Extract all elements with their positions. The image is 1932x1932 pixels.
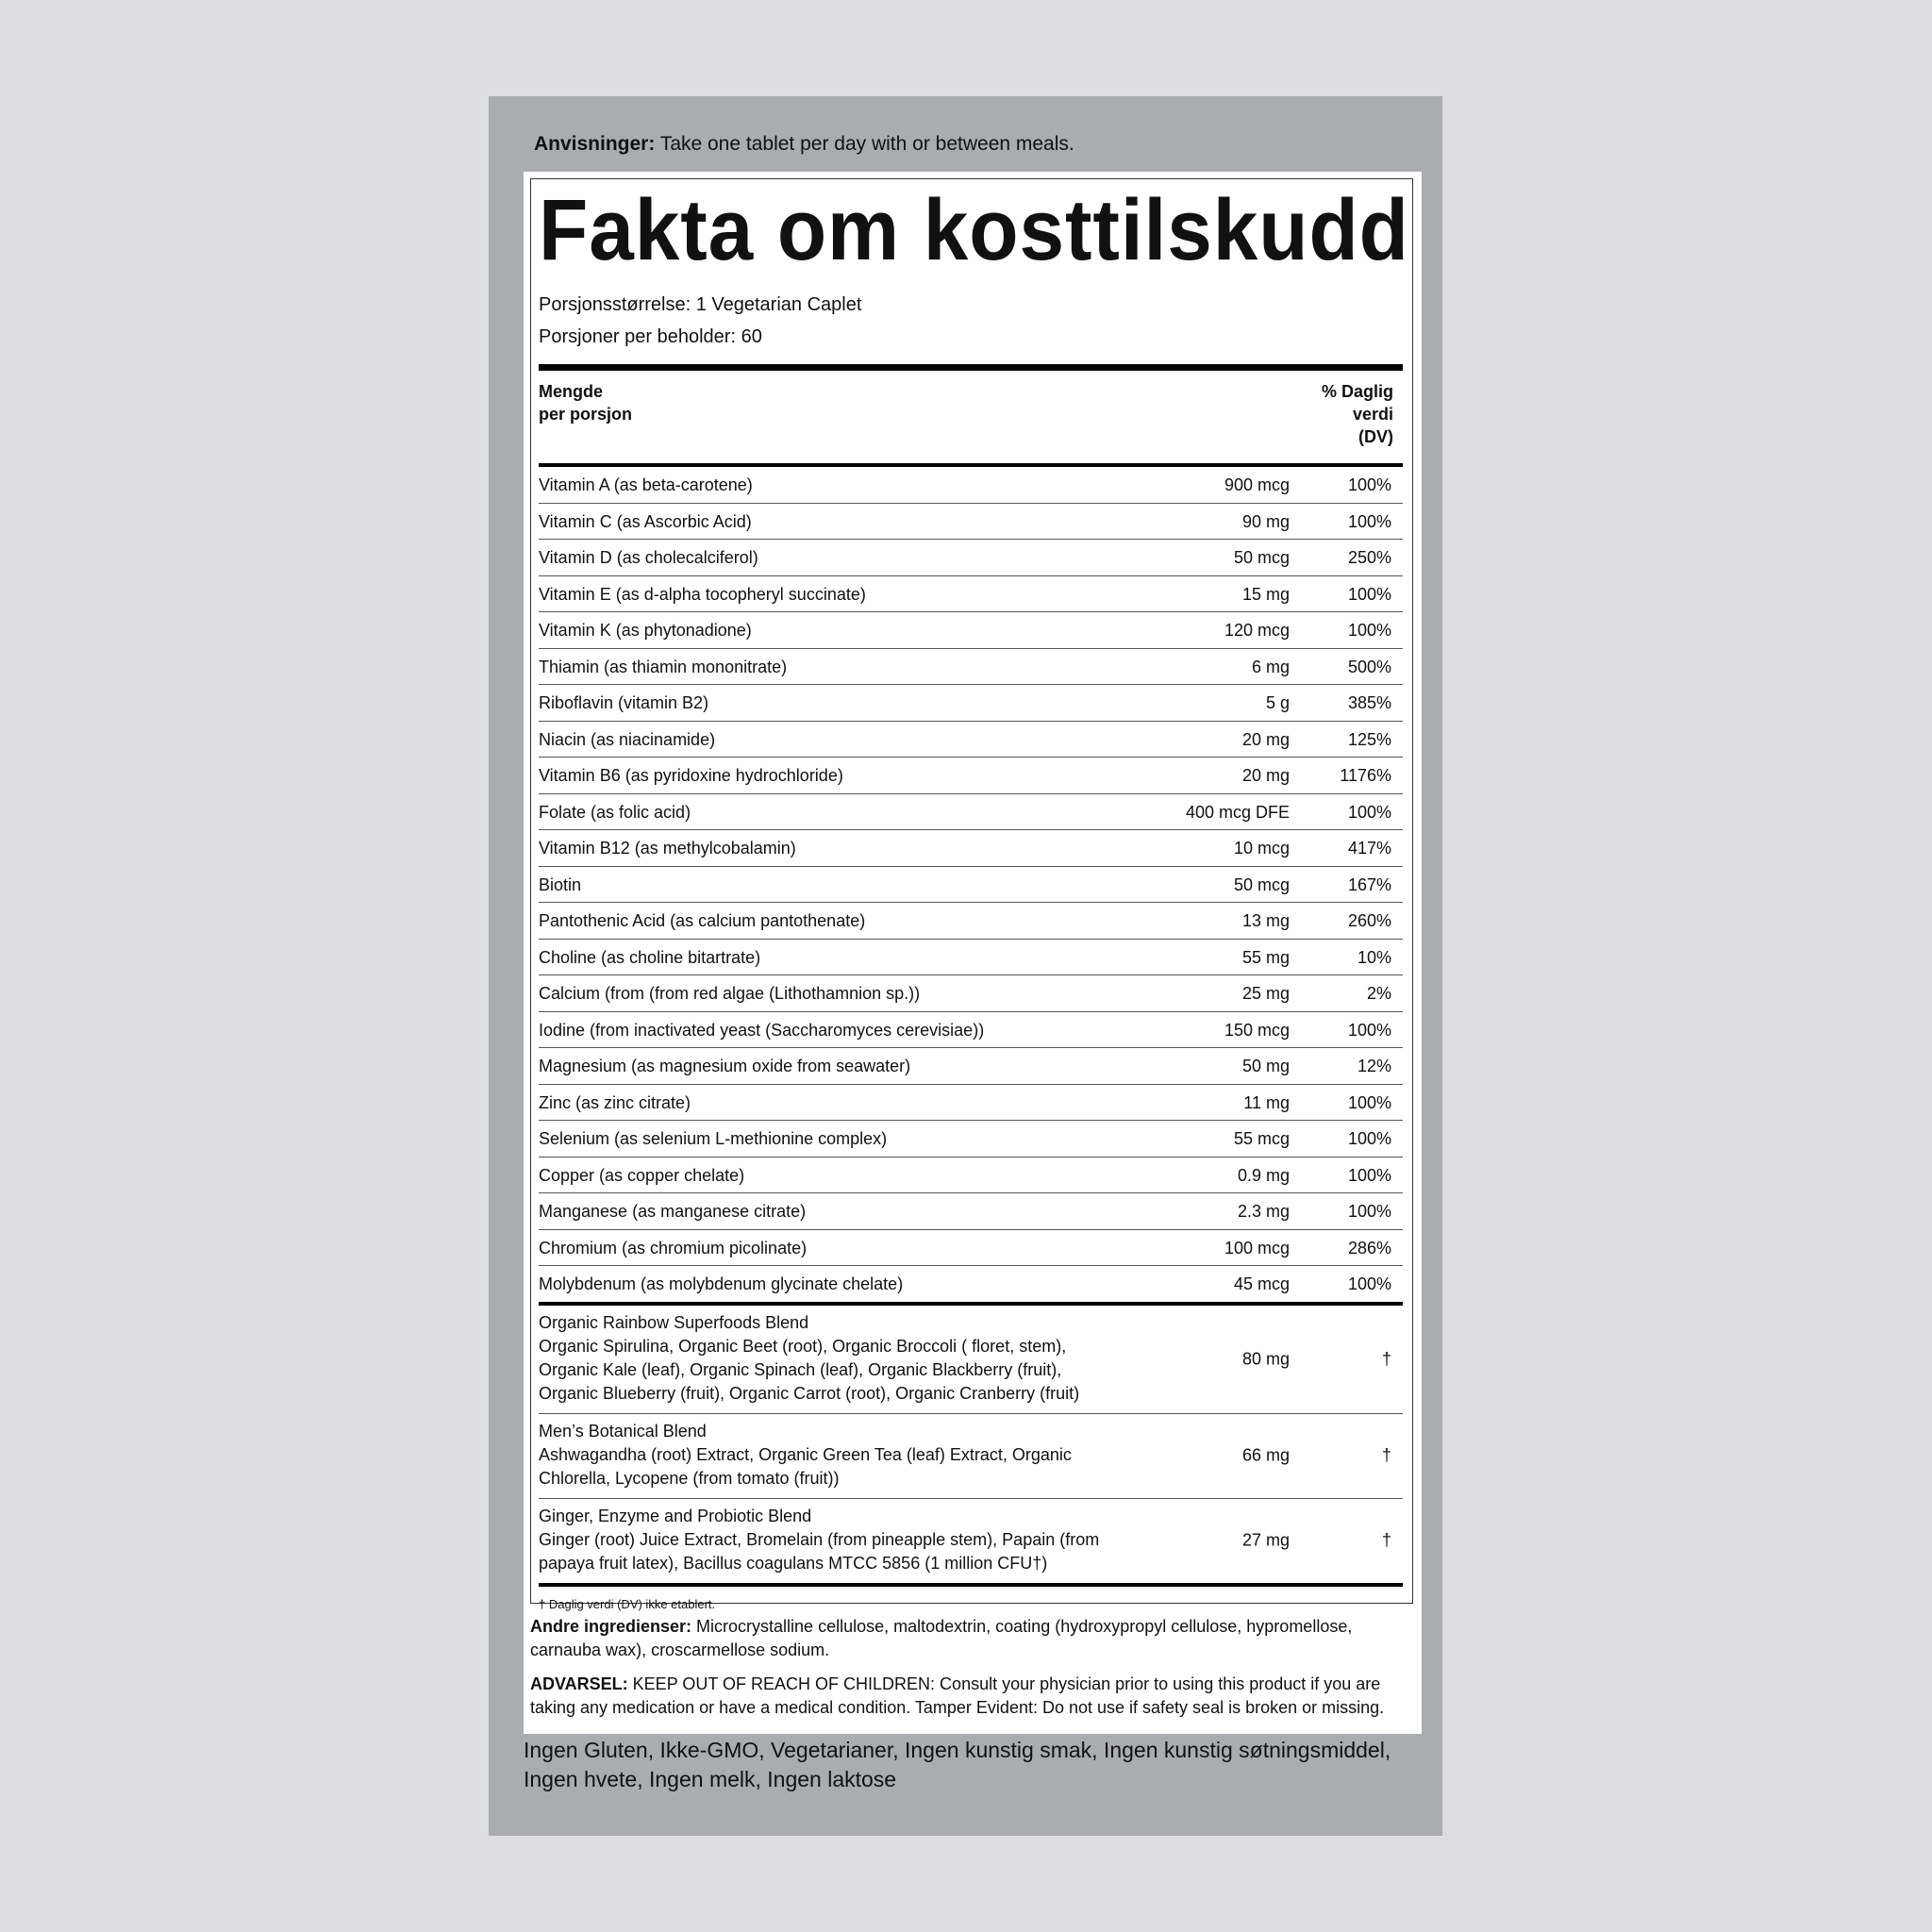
- footer-divider: [539, 1583, 1403, 1587]
- table-row: [539, 540, 1403, 576]
- warning-label: ADVARSEL:: [530, 1674, 628, 1693]
- blend-ingredients: Ashwagandha (root) Extract, Organic Green Tea (leaf) Extract, Organic Chlorella, Lycopene (from tomato (fruit)): [539, 1444, 1072, 1488]
- nutrient-dv: 100%: [1347, 1274, 1391, 1293]
- nutrient-dv: 10%: [1357, 947, 1391, 967]
- blend-dv: †: [1381, 1530, 1391, 1550]
- nutrient-amount: 900 mcg: [1224, 475, 1290, 494]
- blend-ingredients: Organic Spirulina, Organic Beet (root), Organic Broccoli ( floret, stem), Organic Kale (leaf), Organic Spinach (leaf), Organic Blackberry (fruit), Organic Blueberry (fruit), Organic Carrot (root), Organic Cranberry (fruit): [539, 1336, 1080, 1403]
- table-row: [539, 1012, 1403, 1049]
- nutrient-dv: 2%: [1366, 984, 1391, 1003]
- nutrient-amount: 10 mcg: [1233, 839, 1290, 858]
- other-info: [530, 1615, 1407, 1730]
- nutrient-amount: 20 mg: [1241, 766, 1290, 785]
- blend-amount: 27 mg: [1241, 1530, 1290, 1550]
- nutrient-name: Vitamin A (as beta-carotene): [539, 475, 753, 494]
- table-row: [539, 903, 1403, 940]
- supplement-label: [524, 172, 1422, 1734]
- blend-row: [539, 1414, 1403, 1499]
- nutrient-amount: 50 mcg: [1233, 874, 1290, 894]
- nutrient-amount: 2.3 mg: [1237, 1202, 1290, 1221]
- nutrient-dv: 100%: [1347, 1202, 1391, 1221]
- nutrient-amount: 100 mcg: [1224, 1238, 1290, 1257]
- table-row: [539, 758, 1403, 794]
- nutrient-dv: 100%: [1347, 1020, 1391, 1040]
- warning-text: KEEP OUT OF REACH OF CHILDREN: Consult your physician prior to using this product if you are taking any medication or have a medical condition. Tamper Evident: Do not use if safety seal is broken or missing.: [530, 1674, 1385, 1717]
- nutrient-name: Iodine (from inactivated yeast (Saccharomyces cerevisiae)): [539, 1020, 985, 1040]
- nutrient-name: Thiamin (as thiamin mononitrate): [539, 657, 788, 676]
- nutrient-amount: 6 mg: [1251, 657, 1290, 676]
- nutrient-amount: 150 mcg: [1224, 1020, 1290, 1040]
- nutrient-name: Chromium (as chromium picolinate): [539, 1238, 808, 1257]
- other-ingredients: [530, 1615, 1407, 1662]
- nutrient-name: Vitamin E (as d-alpha tocopheryl succinate): [539, 584, 866, 604]
- nutrient-name: Molybdenum (as molybdenum glycinate chelate): [539, 1274, 904, 1293]
- nutrient-amount: 5 g: [1265, 693, 1290, 712]
- blend-name: Organic Rainbow Superfoods Blend: [539, 1312, 809, 1332]
- blend-row: [539, 1306, 1403, 1414]
- header-dv-line3: (DV): [1358, 427, 1393, 446]
- nutrient-name: Vitamin C (as Ascorbic Acid): [539, 511, 752, 531]
- table-row: [539, 1085, 1403, 1122]
- nutrient-dv: 100%: [1347, 621, 1391, 640]
- table-row: [539, 975, 1403, 1012]
- header-dv-line1: % Daglig: [1321, 382, 1393, 401]
- table-row: [539, 504, 1403, 541]
- thick-divider: [539, 364, 1403, 371]
- nutrient-name: Zinc (as zinc citrate): [539, 1092, 691, 1112]
- nutrient-dv: 500%: [1347, 657, 1391, 676]
- nutrient-dv: 1176%: [1340, 766, 1391, 785]
- directions-text: Take one tablet per day with or between meals.: [655, 133, 1074, 155]
- header-amount-line1: Mengde: [539, 382, 604, 401]
- nutrient-dv: 100%: [1347, 584, 1391, 604]
- serving-size: Porsjonsstørrelse: 1 Vegetarian Caplet: [539, 294, 862, 315]
- warning: [530, 1673, 1407, 1720]
- nutrient-name: Calcium (from (from red algae (Lithothamnion sp.)): [539, 984, 921, 1003]
- nutrient-name: Selenium (as selenium L-methionine complex): [539, 1129, 888, 1148]
- table-row: [539, 830, 1403, 867]
- blend-row: [539, 1499, 1403, 1583]
- nutrient-name: Copper (as copper chelate): [539, 1165, 745, 1185]
- table-row: [539, 794, 1403, 831]
- nutrient-name: Manganese (as manganese citrate): [539, 1202, 807, 1221]
- nutrient-dv: 250%: [1347, 548, 1391, 567]
- table-row: [539, 1230, 1403, 1267]
- servings-per-container: Porsjoner per beholder: 60: [539, 326, 762, 347]
- nutrient-amount: 45 mcg: [1233, 1274, 1290, 1293]
- nutrient-amount: 400 mcg DFE: [1185, 802, 1290, 822]
- blend-dv: †: [1381, 1445, 1391, 1465]
- table-row: [539, 722, 1403, 758]
- nutrient-dv: 100%: [1347, 1165, 1391, 1185]
- nutrient-amount: 50 mg: [1241, 1057, 1290, 1075]
- page-title: Fakta om kosttilskudd: [539, 182, 1409, 278]
- blend-amount: 66 mg: [1241, 1445, 1290, 1465]
- table-row: [539, 1048, 1403, 1085]
- nutrient-dv: 385%: [1347, 693, 1391, 712]
- nutrient-amount: 20 mg: [1241, 729, 1290, 749]
- table-row: [539, 576, 1403, 613]
- nutrient-dv: 125%: [1347, 729, 1391, 749]
- blend-ingredients: Ginger (root) Juice Extract, Bromelain (from pineapple stem), Papain (from papaya fruit latex), Bacillus coagulans MTCC 5856 (1 million CFU†): [539, 1529, 1100, 1573]
- nutrient-dv: 100%: [1347, 802, 1391, 822]
- nutrient-name: Pantothenic Acid (as calcium pantothenate): [539, 911, 866, 930]
- nutrient-amount: 50 mcg: [1233, 548, 1290, 567]
- nutrient-name: Vitamin B12 (as methylcobalamin): [539, 839, 796, 858]
- blend-amount: 80 mg: [1241, 1349, 1290, 1368]
- table-header: [539, 371, 1403, 463]
- table-row: [539, 1121, 1403, 1158]
- nutrient-name: Riboflavin (vitamin B2): [539, 693, 709, 712]
- nutrient-amount: 55 mcg: [1233, 1129, 1290, 1148]
- nutrient-dv: 260%: [1347, 911, 1391, 930]
- nutrient-amount: 15 mg: [1241, 584, 1290, 604]
- table-row: [539, 612, 1403, 649]
- free-from-statement: Ingen Gluten, Ikke-GMO, Vegetarianer, Ingen kunstig smak, Ingen kunstig søtningsmiddel, Ingen hvete, Ingen melk, Ingen laktose: [524, 1738, 1391, 1791]
- supplement-facts-box: [530, 178, 1413, 1611]
- nutrient-name: Vitamin D (as cholecalciferol): [539, 548, 758, 567]
- header-dv-line2: verdi: [1352, 405, 1393, 424]
- blend-name: Men’s Botanical Blend: [539, 1421, 707, 1441]
- nutrient-amount: 120 mcg: [1224, 621, 1290, 640]
- nutrient-name: Folate (as folic acid): [539, 802, 691, 822]
- nutrient-amount: 90 mg: [1241, 511, 1290, 531]
- footnote: † Daglig verdi (DV) ikke etablert.: [539, 1596, 716, 1611]
- table-row: [539, 867, 1403, 904]
- table-row: [539, 685, 1403, 722]
- blend-name: Ginger, Enzyme and Probiotic Blend: [539, 1506, 812, 1525]
- header-amount-line2: per porsjon: [539, 405, 633, 424]
- nutrient-name: Niacin (as niacinamide): [539, 729, 716, 749]
- label-panel: [489, 96, 1442, 1836]
- other-ingredients-label: Andre ingredienser:: [530, 1617, 692, 1636]
- nutrient-dv: 100%: [1347, 511, 1391, 531]
- other-ingredients-text: Microcrystalline cellulose, maltodextrin, coating (hydroxypropyl cellulose, hypromellose, carnauba wax), croscarmellose sodium.: [530, 1617, 1353, 1659]
- nutrient-name: Choline (as choline bitartrate): [539, 947, 761, 967]
- nutrient-dv: 12%: [1357, 1057, 1391, 1075]
- directions-label: Anvisninger:: [534, 133, 656, 155]
- table-row: [539, 649, 1403, 686]
- nutrient-dv: 100%: [1347, 1092, 1391, 1112]
- nutrient-name: Vitamin K (as phytonadione): [539, 621, 752, 640]
- nutrient-amount: 13 mg: [1241, 911, 1290, 930]
- nutrient-amount: 0.9 mg: [1237, 1165, 1290, 1185]
- nutrient-name: Vitamin B6 (as pyridoxine hydrochloride): [539, 766, 843, 785]
- table-row: [539, 940, 1403, 976]
- nutrient-amount: 11 mg: [1243, 1092, 1290, 1112]
- directions: [534, 132, 1074, 157]
- nutrient-name: Biotin: [539, 874, 582, 894]
- nutrient-dv: 417%: [1347, 839, 1391, 858]
- table-row: [539, 1193, 1403, 1230]
- nutrient-name: Magnesium (as magnesium oxide from seawater): [539, 1057, 911, 1075]
- table-row: [539, 467, 1403, 504]
- blend-list: [539, 1306, 1403, 1583]
- nutrient-amount: 25 mg: [1241, 984, 1290, 1003]
- nutrient-dv: 167%: [1347, 874, 1391, 894]
- blend-dv: †: [1381, 1349, 1391, 1368]
- nutrient-amount: 55 mg: [1241, 947, 1290, 967]
- nutrient-dv: 286%: [1347, 1238, 1391, 1257]
- nutrient-dv: 100%: [1347, 475, 1391, 494]
- table-row: [539, 1158, 1403, 1194]
- table-row: [539, 1266, 1403, 1302]
- nutrient-dv: 100%: [1347, 1129, 1391, 1148]
- nutrient-list: [539, 467, 1403, 1302]
